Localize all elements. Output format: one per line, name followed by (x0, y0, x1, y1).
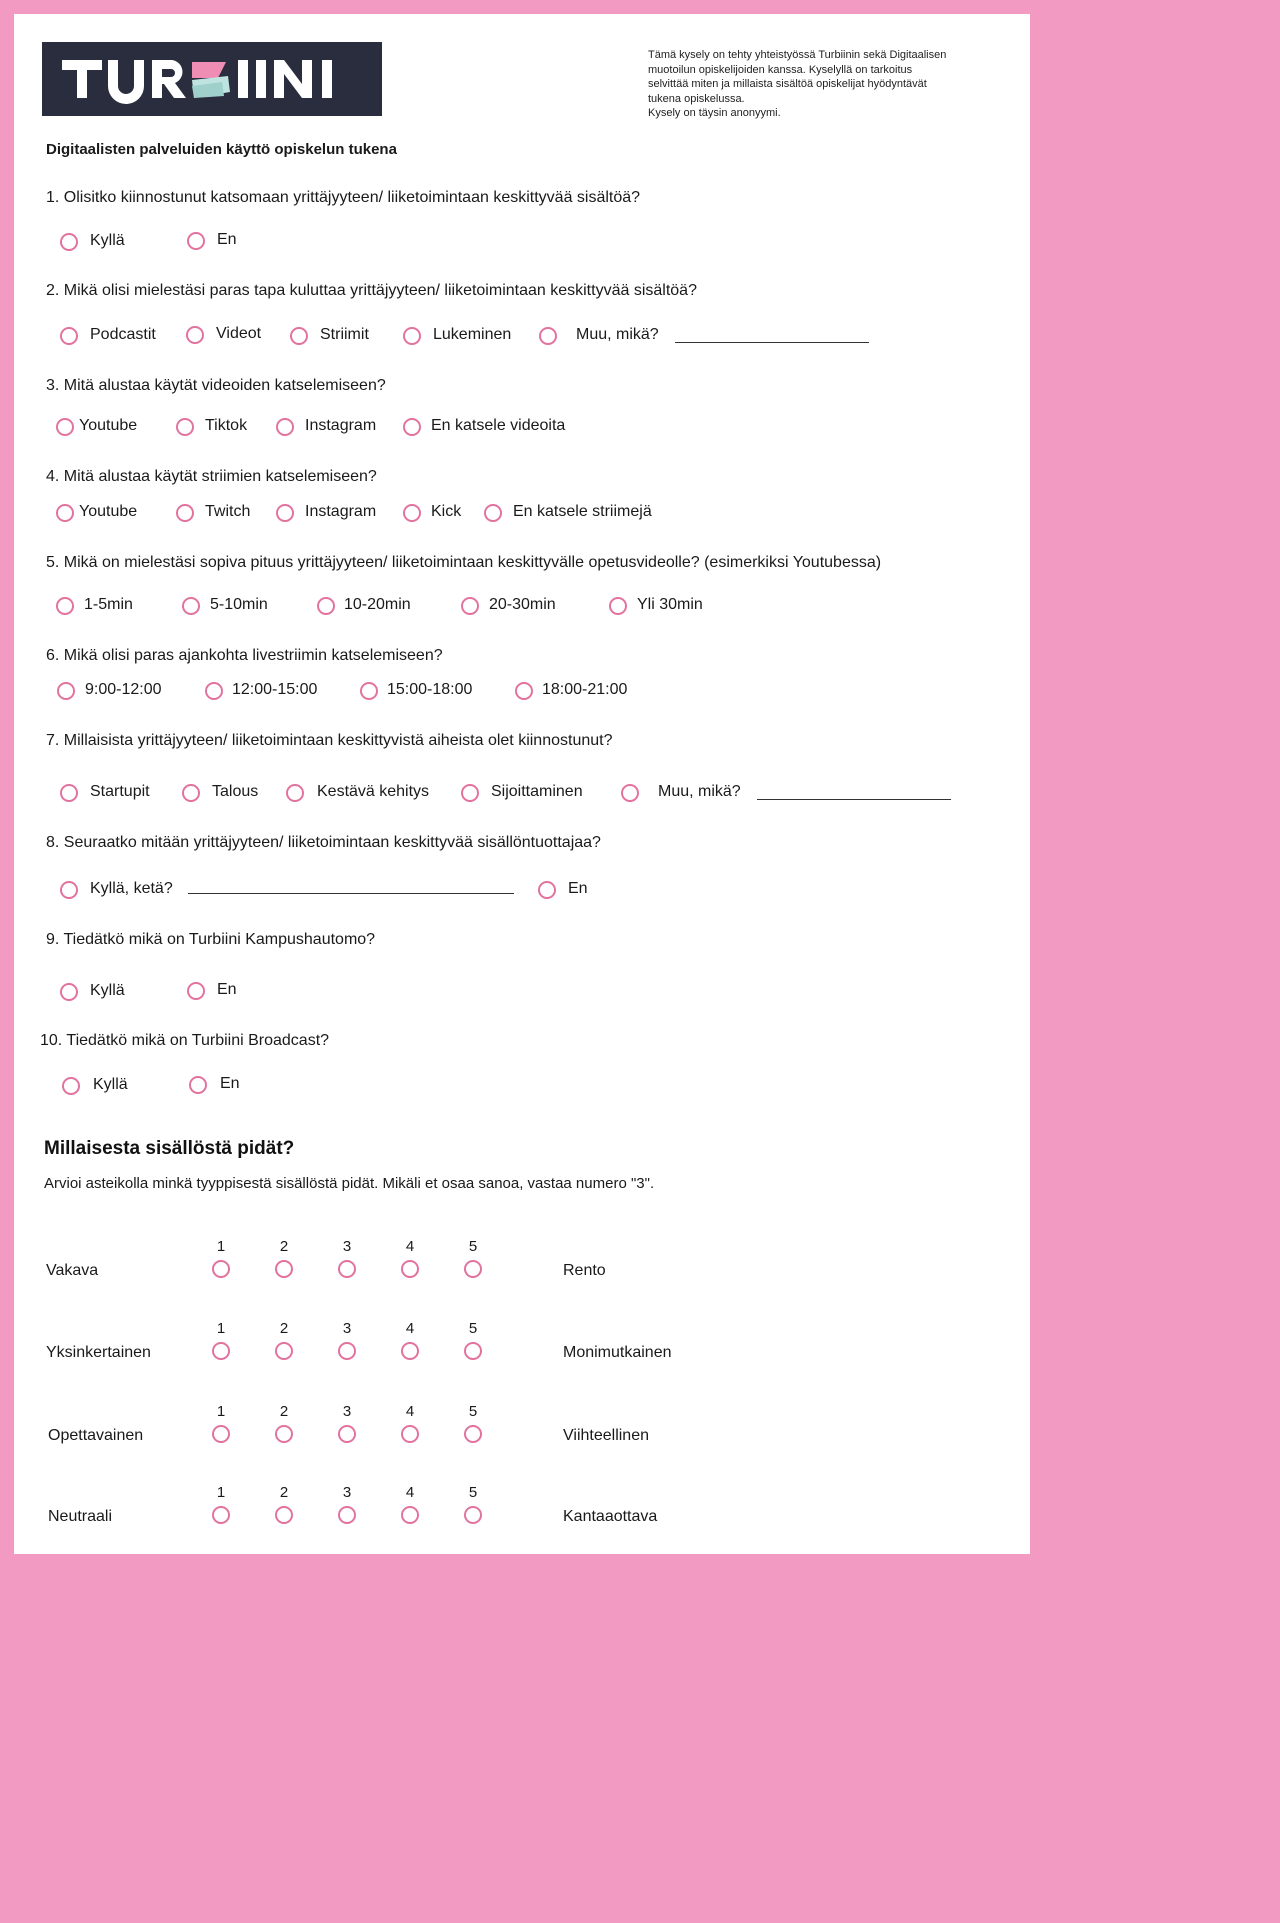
radio-button[interactable] (276, 418, 294, 436)
scale-number: 4 (405, 1320, 415, 1337)
radio-button[interactable] (57, 682, 75, 700)
scale-radio-1[interactable] (212, 1260, 230, 1278)
radio-button[interactable] (317, 597, 335, 615)
question-3: 3. Mitä alustaa käytät videoiden katselemiseen? (46, 377, 386, 394)
scale-radio-4[interactable] (401, 1506, 419, 1524)
question-9: 9. Tiedätkö mikä on Turbiini Kampushautomo? (46, 931, 376, 948)
scale-radio-1[interactable] (212, 1506, 230, 1524)
scale-radio-4[interactable] (401, 1425, 419, 1443)
rating-section-title: Millaisesta sisällöstä pidät? (44, 1138, 295, 1159)
radio-button[interactable] (182, 784, 200, 802)
scale-left-label: Yksinkertainen (46, 1344, 151, 1361)
scale-number: 2 (279, 1403, 289, 1420)
question-6: 6. Mikä olisi paras ajankohta livestriimin katselemiseen? (46, 647, 443, 664)
question-7: 7. Millaisista yrittäjyyteen/ liiketoimintaan keskittyvistä aiheista olet kiinnostunut? (46, 732, 613, 749)
scale-radio-2[interactable] (275, 1506, 293, 1524)
radio-button[interactable] (360, 682, 378, 700)
scale-number: 3 (342, 1484, 352, 1501)
scale-radio-4[interactable] (401, 1260, 419, 1278)
radio-button[interactable] (403, 327, 421, 345)
scale-radio-1[interactable] (212, 1425, 230, 1443)
radio-button[interactable] (186, 326, 204, 344)
radio-button[interactable] (189, 1076, 207, 1094)
scale-radio-1[interactable] (212, 1342, 230, 1360)
intro-text (648, 48, 1018, 121)
scale-left-label: Neutraali (48, 1508, 113, 1525)
radio-button[interactable] (187, 982, 205, 1000)
radio-button[interactable] (515, 682, 533, 700)
scale-radio-5[interactable] (464, 1260, 482, 1278)
survey-title: Digitaalisten palveluiden käyttö opiskelun tukena (46, 141, 397, 158)
scale-right-label: Rento (563, 1262, 606, 1279)
rating-section-subtitle: Arvioi asteikolla minkä tyyppisestä sisällöstä pidät. Mikäli et osaa sanoa, vastaa numero "3". (44, 1175, 655, 1192)
intro-line: tukena opiskelussa. (648, 92, 745, 105)
scale-radio-5[interactable] (464, 1506, 482, 1524)
scale-number: 2 (279, 1238, 289, 1255)
radio-button[interactable] (182, 597, 200, 615)
question-8: 8. Seuraatko mitään yrittäjyyteen/ liiketoimintaan keskittyvää sisällöntuottajaa? (46, 834, 601, 851)
radio-button[interactable] (60, 327, 78, 345)
intro-line: selvittää miten ja millaista sisältöä opiskelijat hyödyntävät (648, 78, 927, 90)
scale-radio-3[interactable] (338, 1425, 356, 1443)
scale-number: 5 (468, 1238, 478, 1255)
scale-number: 5 (468, 1484, 478, 1501)
radio-button[interactable] (187, 232, 205, 250)
scale-radio-2[interactable] (275, 1425, 293, 1443)
intro-line: muotoilun opiskelijoiden kanssa. Kyselyllä on tarkoitus (648, 63, 913, 76)
scale-number: 1 (216, 1238, 226, 1255)
radio-button[interactable] (290, 327, 308, 345)
radio-button[interactable] (461, 784, 479, 802)
radio-button[interactable] (60, 983, 78, 1001)
scale-number: 1 (216, 1484, 226, 1501)
intro-line: Tämä kysely on tehty yhteistyössä Turbiinin sekä Digitaalisen (648, 49, 947, 61)
scale-left-label: Vakava (46, 1262, 99, 1279)
scale-number: 2 (279, 1484, 289, 1501)
scale-number: 5 (468, 1320, 478, 1337)
scale-right-label: Monimutkainen (563, 1344, 672, 1361)
scale-radio-3[interactable] (338, 1260, 356, 1278)
radio-button[interactable] (176, 504, 194, 522)
scale-number: 2 (279, 1320, 289, 1337)
scale-right-label: Viihteellinen (563, 1427, 649, 1444)
question-4: 4. Mitä alustaa käytät striimien katselemiseen? (46, 468, 377, 485)
radio-button[interactable] (539, 327, 557, 345)
radio-button[interactable] (56, 597, 74, 615)
intro-line: Kysely on täysin anonyymi. (648, 107, 781, 119)
scale-radio-3[interactable] (338, 1342, 356, 1360)
question-1: 1. Olisitko kiinnostunut katsomaan yrittäjyyteen/ liiketoimintaan keskittyvää sisältöä? (46, 189, 641, 206)
radio-button[interactable] (286, 784, 304, 802)
scale-radio-5[interactable] (464, 1425, 482, 1443)
radio-button[interactable] (205, 682, 223, 700)
radio-button[interactable] (56, 418, 74, 436)
q7-text-line[interactable] (757, 799, 951, 800)
question-10: 10. Tiedätkö mikä on Turbiini Broadcast? (40, 1032, 330, 1049)
scale-number: 3 (342, 1320, 352, 1337)
scale-radio-4[interactable] (401, 1342, 419, 1360)
scale-number: 3 (342, 1238, 352, 1255)
scale-radio-2[interactable] (275, 1260, 293, 1278)
radio-button[interactable] (56, 504, 74, 522)
radio-button[interactable] (609, 597, 627, 615)
radio-button[interactable] (60, 784, 78, 802)
radio-button[interactable] (621, 784, 639, 802)
radio-button[interactable] (176, 418, 194, 436)
question-2: 2. Mikä olisi mielestäsi paras tapa kuluttaa yrittäjyyteen/ liiketoimintaan keskittyvää sisältöä? (46, 282, 697, 299)
radio-button[interactable] (62, 1077, 80, 1095)
scale-radio-2[interactable] (275, 1342, 293, 1360)
scale-right-label: Kantaaottava (563, 1508, 658, 1525)
turbiini-logo (42, 42, 382, 116)
question-5: 5. Mikä on mielestäsi sopiva pituus yrittäjyyteen/ liiketoimintaan keskittyvälle opetusvideolle? (esimerkiksi Youtubessa) (46, 554, 882, 571)
scale-left-label: Opettavainen (48, 1427, 144, 1444)
radio-button[interactable] (484, 504, 502, 522)
scale-number: 4 (405, 1238, 415, 1255)
radio-button[interactable] (403, 418, 421, 436)
radio-button[interactable] (403, 504, 421, 522)
radio-button[interactable] (60, 233, 78, 251)
q8-text-line[interactable] (188, 893, 514, 894)
radio-button[interactable] (60, 881, 78, 899)
survey-sheet: Tämä kysely on tehty yhteistyössä Turbiinin sekä Digitaalisen muotoilun opiskelijoiden kanssa. Kyselyllä on tarkoitus selvittää miten ja millaista sisältöä opiskelijat hyödyntävät tukena opiskelussa. Kysely on täysin anonyymi. Digitaalisten palveluiden käyttö opiskelun tukena 1. Olisitko kiinnostunut katsomaan yrittäjyyteen/ liiketoimintaan keskittyvää sisältöä? Kyllä En 2. Mikä olisi mielestäsi paras tapa kuluttaa yrittäjyyteen/ liiketoimintaan keskittyvää sisältöä? Podcastit Videot Striimit Lukeminen Muu, mikä? 3. Mitä alustaa käytät videoiden katselemiseen? Youtube Tiktok Instagram En katsele videoita 4. Mitä alustaa käytät striimien katselemiseen? Youtube Twitch Instagram Kick En katsele striimejä 5. Mikä on mielestäsi sopiva pituus yrittäjyyteen/ liiketoimintaan keskittyvälle opetusvideolle? (esimerkiksi Youtubessa) 1-5min 5-10min 10-20min 20-30min Yli 30min 6. Mikä olisi paras ajankohta livestriimin katselemiseen? 9:00-12:00 12:00-15:00 15:00-18:00 18:00-21:00 7. Millaisista yrittäjyyteen/ liiketoimintaan keskittyvistä aiheista olet kiinnostunut? Startupit Talous Kestävä kehitys Sijoittaminen Muu, mikä? 8. Seuraatko mitään yrittäjyyteen/ liiketoimintaan keskittyvää sisällöntuottajaa? Kyllä, ketä? En 9. Tiedätkö mikä on Turbiini Kampushautomo? Kyllä En 10. Tiedätkö mikä on Turbiini Broadcast? Kyllä En Millaisesta sisällöstä pidät? Arvioi asteikolla minkä tyyppisestä sisällöstä pidät. Mikäli et osaa sanoa, vastaa numero "3". Vakava Rento 1 2 3 4 5 Yksinkertainen Monimutkainen 1 2 3 4 5 Opettavainen Viihteellinen 1 2 3 4 5 Neutraali Kantaaottava 1 2 3 4 5 (14, 14, 1030, 1554)
radio-button[interactable] (276, 504, 294, 522)
scale-number: 4 (405, 1484, 415, 1501)
radio-button[interactable] (461, 597, 479, 615)
scale-number: 4 (405, 1403, 415, 1420)
radio-button[interactable] (538, 881, 556, 899)
scale-number: 5 (468, 1403, 478, 1420)
scale-radio-3[interactable] (338, 1506, 356, 1524)
scale-number: 1 (216, 1320, 226, 1337)
scale-number: 3 (342, 1403, 352, 1420)
scale-number: 1 (216, 1403, 226, 1420)
q2-text-line[interactable] (675, 342, 869, 343)
scale-radio-5[interactable] (464, 1342, 482, 1360)
